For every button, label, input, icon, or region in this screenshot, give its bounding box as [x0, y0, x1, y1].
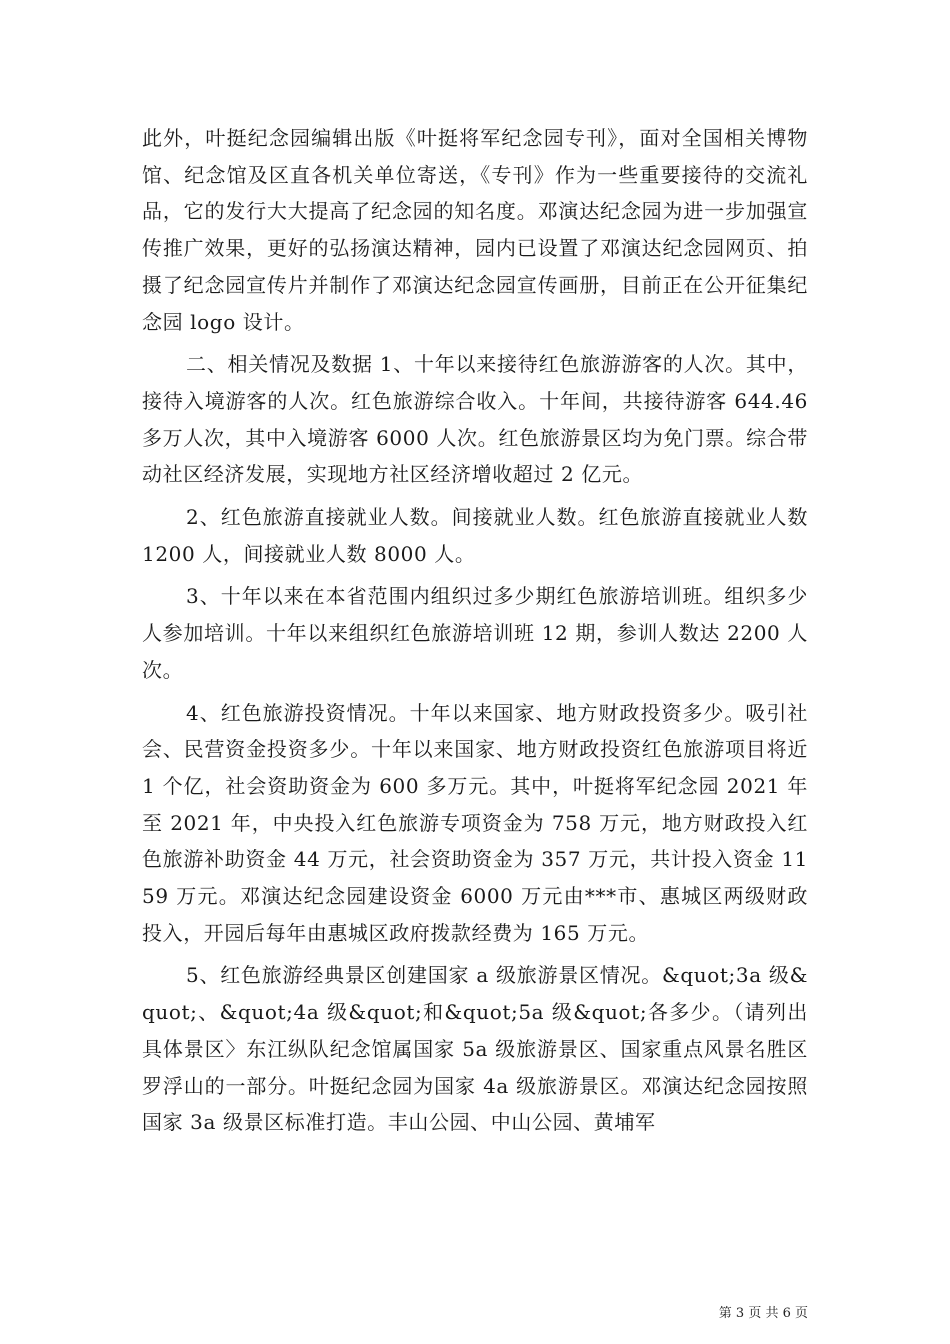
paragraph-3: 2、红色旅游直接就业人数。间接就业人数。红色旅游直接就业人数 1200 人，间接就业人数 8000 人。 — [142, 505, 815, 566]
paragraph-6: 5、红色旅游经典景区创建国家 a 级旅游景区情况。&quot;3a 级&quot;、&quot;4a 级&quot;和&quot;5a 级&quot;各多少。（请列出具体景区〉东江纵队纪念馆属国家 5a 级旅游景区、国家重点风景名胜区罗浮山的一部分。叶挺纪念园为国家 4a 级旅游景区。邓演达纪念园按照国家 3a 级景区标准打造。丰山公园、中山公园、黄埔军 — [142, 963, 808, 1135]
paragraph-1: 此外，叶挺纪念园编辑出版《叶挺将军纪念园专刊》，面对全国相关博物馆、纪念馆及区直各机关单位寄送，《专刊》作为一些重要接待的交流礼品，它的发行大大提高了纪念园的知名度。邓演达纪念园为进一步加强宣传推广效果，更好的弘扬演达精神，园内已设置了邓演达纪念园网页、拍摄了纪念园宣传片并制作了邓演达纪念园宣传画册，目前正在公开征集纪念园 logo 设计。 — [142, 126, 808, 334]
paragraph-5: 4、红色旅游投资情况。十年以来国家、地方财政投资多少。吸引社会、民营资金投资多少。十年以来国家、地方财政投资红色旅游项目将近 1 个亿，社会资助资金为 600 多万元。其中，叶挺将军纪念园 2021 年至 2021 年，中央投入红色旅游专项资金为 758 万元，地方财政投入红色旅游补助资金 44 万元，社会资助资金为 357 万元，共计投入资金 1159 万元。邓演达纪念园建设资金 6000 万元由***市、惠城区两级财政投入，开园后每年由惠城区政府拨款经费为 165 万元。 — [142, 700, 815, 945]
paragraph-2: 二、相关情况及数据 1、十年以来接待红色旅游游客的人次。其中，接待入境游客的人次。红色旅游综合收入。十年间，共接待游客 644.46 多万人次，其中入境游客 6000 人次。红色旅游景区均为免门票。综合带动社区经济发展，实现地方社区经济增收超过 2 亿元。 — [142, 352, 815, 487]
paragraph-4: 3、十年以来在本省范围内组织过多少期红色旅游培训班。组织多少人参加培训。十年以来组织红色旅游培训班 12 期，参训人数达 2200 人次。 — [142, 584, 808, 682]
document-body — [142, 120, 815, 1147]
page-number-footer: 第 3 页 共 6 页 — [718, 1306, 808, 1321]
